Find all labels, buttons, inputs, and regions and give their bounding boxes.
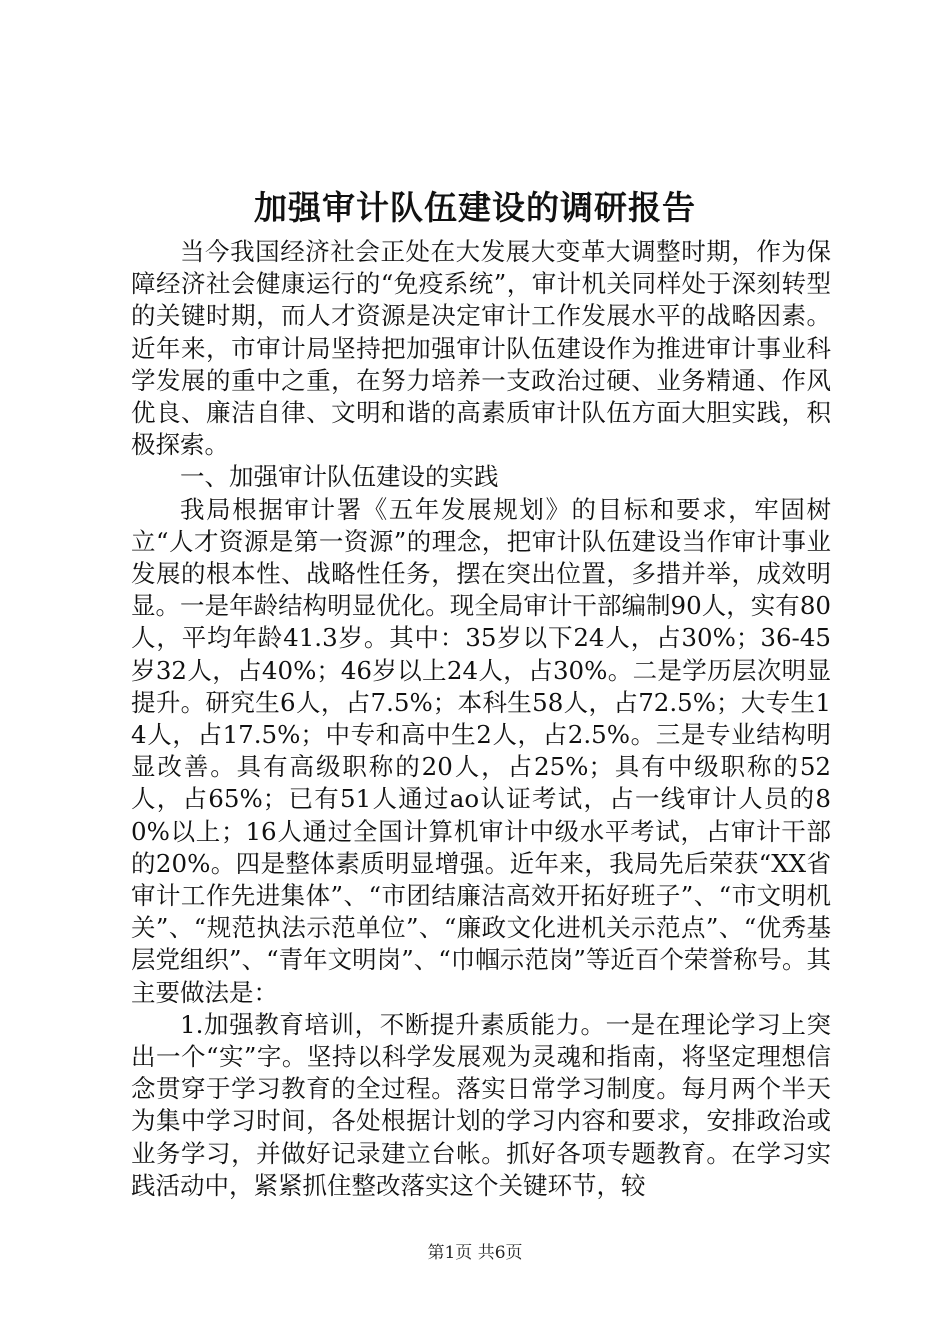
section-heading: 一、加强审计队伍建设的实践 — [180, 462, 499, 492]
paragraph-training: 1.加强教育培训，不断提升素质能力。一是在理论学习上突出一个“实”字。坚持以科学发展观为灵魂和指南，将坚定理想信念贯穿于学习教育的全过程。落实日常学习制度。每月两个半天为集中学习时间，各处根据计划的学习内容和要求，安排政治或业务学习，并做好记录建立台帐。抓好各项专题教育。在学习实践活动中，紧紧抓住整改落实这个关键环节，较 — [131, 1009, 831, 1200]
paragraph-practice: 我局根据审计署《五年发展规划》的目标和要求，牢固树立“人才资源是第一资源”的理念，把审计队伍建设当作审计事业发展的根本性、战略性任务，摆在突出位置，多措并举，成效明显。一是年龄结构明显优化。现全局审计干部编制90人，实有80人，平均年龄41.3岁。其中：35岁以下24人，占30%；36-45岁32人，占40%；46岁以上24人，占30%。二是学历层次明显提升。研究生6人，占7.5%；本科生58人，占72.5%；大专生14人，占17.5%；中专和高中生2人，占2.5%。三是专业结构明显改善。具有高级职称的20人，占25%；具有中级职称的52人，占65%；已有51人通过ao认证考试，占一线审计人员的80%以上；16人通过全国计算机审计中级水平考试，占审计干部的20%。四是整体素质明显增强。近年来，我局先后荣获“XX省审计工作先进集体”、“市团结廉洁高效开拓好班子”、“市文明机关”、“规范执法示范单位”、“廉政文化进机关示范点”、“优秀基层党组织”、“青年文明岗”、“巾帼示范岗”等近百个荣誉称号。其主要做法是： — [131, 494, 831, 1007]
document-body — [131, 236, 831, 1202]
document-title: 加强审计队伍建设的调研报告 — [254, 188, 696, 227]
paragraph-intro: 当今我国经济社会正处在大发展大变革大调整时期，作为保障经济社会健康运行的“免疫系统”，审计机关同样处于深刻转型的关键时期，而人才资源是决定审计工作发展水平的战略因素。近年来，市审计局坚持把加强审计队伍建设作为推进审计事业科学发展的重中之重，在努力培养一支政治过硬、业务精通、作风优良、廉洁自律、文明和谐的高素质审计队伍方面大胆实践，积极探索。 — [131, 237, 831, 460]
page-number-footer: 第1页 共6页 — [427, 1243, 523, 1263]
